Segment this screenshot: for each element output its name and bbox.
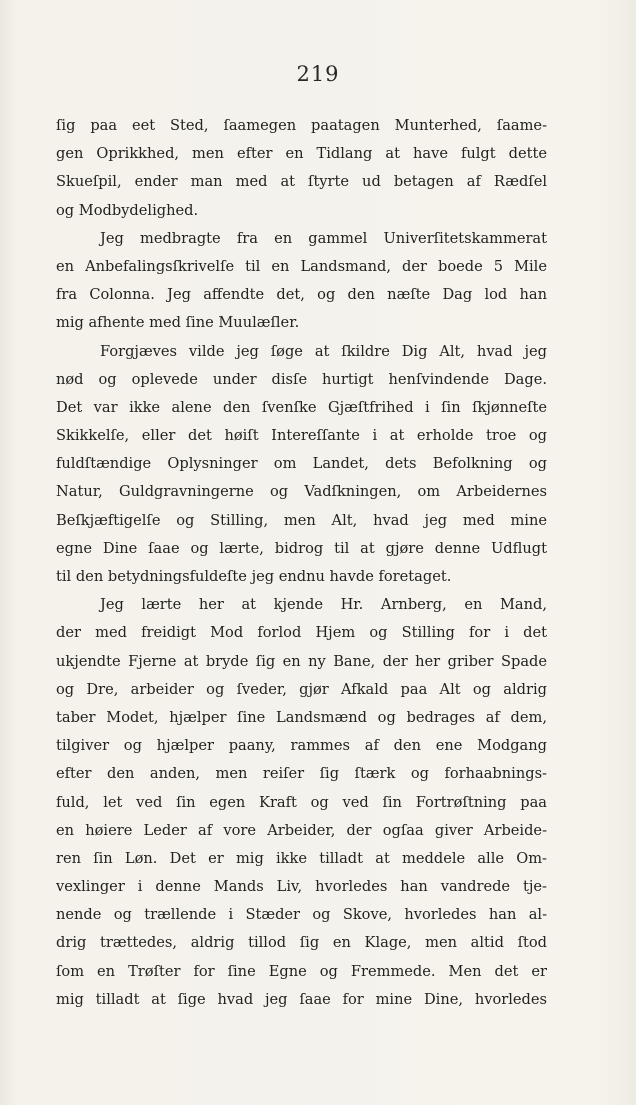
page-number: 219	[296, 62, 340, 86]
text-line: Jeg lærte her at kjende Hr. Arnberg, en Mand,	[100, 596, 547, 614]
text-line: Skueſpil, ender man med at ſtyrte ud betagen af Rædſel	[56, 173, 547, 191]
text-line: fra Colonna. Jeg affendte det, og den næſte Dag lod han	[56, 286, 547, 304]
text-line: Jeg medbragte fra en gammel Univerſitetskammerat	[100, 229, 547, 247]
text-line: nød og oplevede under disſe hurtigt henſvindende Dage.	[56, 370, 547, 388]
text-line: vexlinger i denne Mands Liv, hvorledes han vandrede tje-	[56, 878, 547, 896]
text-line: taber Modet, hjælper ſine Landsmænd og bedrages af dem,	[56, 708, 547, 726]
text-line: en Anbefalingsſkrivelſe til en Landsmand, der boede 5 Mile	[56, 257, 547, 275]
text-line: tilgiver og hjælper paany, rammes af den ene Modgang	[56, 737, 547, 755]
text-line: en høiere Leder af vore Arbeider, der ogſaa giver Arbeide-	[56, 821, 547, 839]
text-line: gen Oprikkhed, men efter en Tidlang at have fulgt dette	[56, 145, 547, 163]
text-line: ren ſin Løn. Det er mig ikke tilladt at meddele alle Om-	[56, 849, 547, 867]
text-line: og Modbydelighed.	[56, 201, 199, 219]
text-line: Natur, Guldgravningerne og Vadſkningen, om Arbeidernes	[56, 483, 547, 501]
text-line: Det var ikke alene den ſvenſke Gjæſtfrihed i ſin ſkjønneſte	[56, 398, 547, 416]
text-line: mig tilladt at ſige hvad jeg ſaae for mine Dine, hvorledes	[56, 990, 547, 1008]
text-line: ſig paa eet Sted, ſaamegen paatagen Munterhed, ſaame-	[56, 117, 547, 134]
text-line: egne Dine ſaae og lærte, bidrog til at gjøre denne Udflugt	[56, 539, 547, 557]
text-line: fuldſtændige Oplysninger om Landet, dets Befolkning og	[56, 455, 547, 473]
text-line: til den betydningsfuldeſte jeg endnu havde foretaget.	[56, 568, 452, 585]
text-line: drig trættedes, aldrig tillod ſig en Klage, men altid ſtod	[56, 934, 547, 952]
text-line: Skikkelſe, eller det høiſt Intereſſante i at erholde troe og	[56, 427, 547, 445]
text-line: der med freidigt Mod forlod Hjem og Stilling for i det	[56, 624, 547, 642]
text-line: mig afhente med ſine Muulæſler.	[56, 314, 300, 332]
text-line: ſom en Trøſter for ſine Egne og Fremmede. Men det er	[56, 962, 547, 980]
text-line: nende og trællende i Stæder og Skove, hvorledes han al-	[56, 906, 547, 924]
text-line: og Dre, arbeider og ſveder, gjør Afkald paa Alt og aldrig	[56, 680, 547, 698]
text-line: fuld, let ved ſin egen Kraft og ved ſin Fortrøſtning paa	[56, 793, 547, 811]
text-line: Beſkjæftigelſe og Stilling, men Alt, hvad jeg med mine	[56, 511, 547, 529]
text-line: Forgjæves vilde jeg ſøge at ſkildre Dig Alt, hvad jeg	[100, 342, 547, 360]
body-text	[56, 112, 547, 1014]
text-line: ukjendte Fjerne at bryde ſig en ny Bane, der her griber Spade	[56, 652, 547, 670]
text-line: efter den anden, men reiſer ſig ſtærk og forhaabnings-	[56, 765, 547, 783]
